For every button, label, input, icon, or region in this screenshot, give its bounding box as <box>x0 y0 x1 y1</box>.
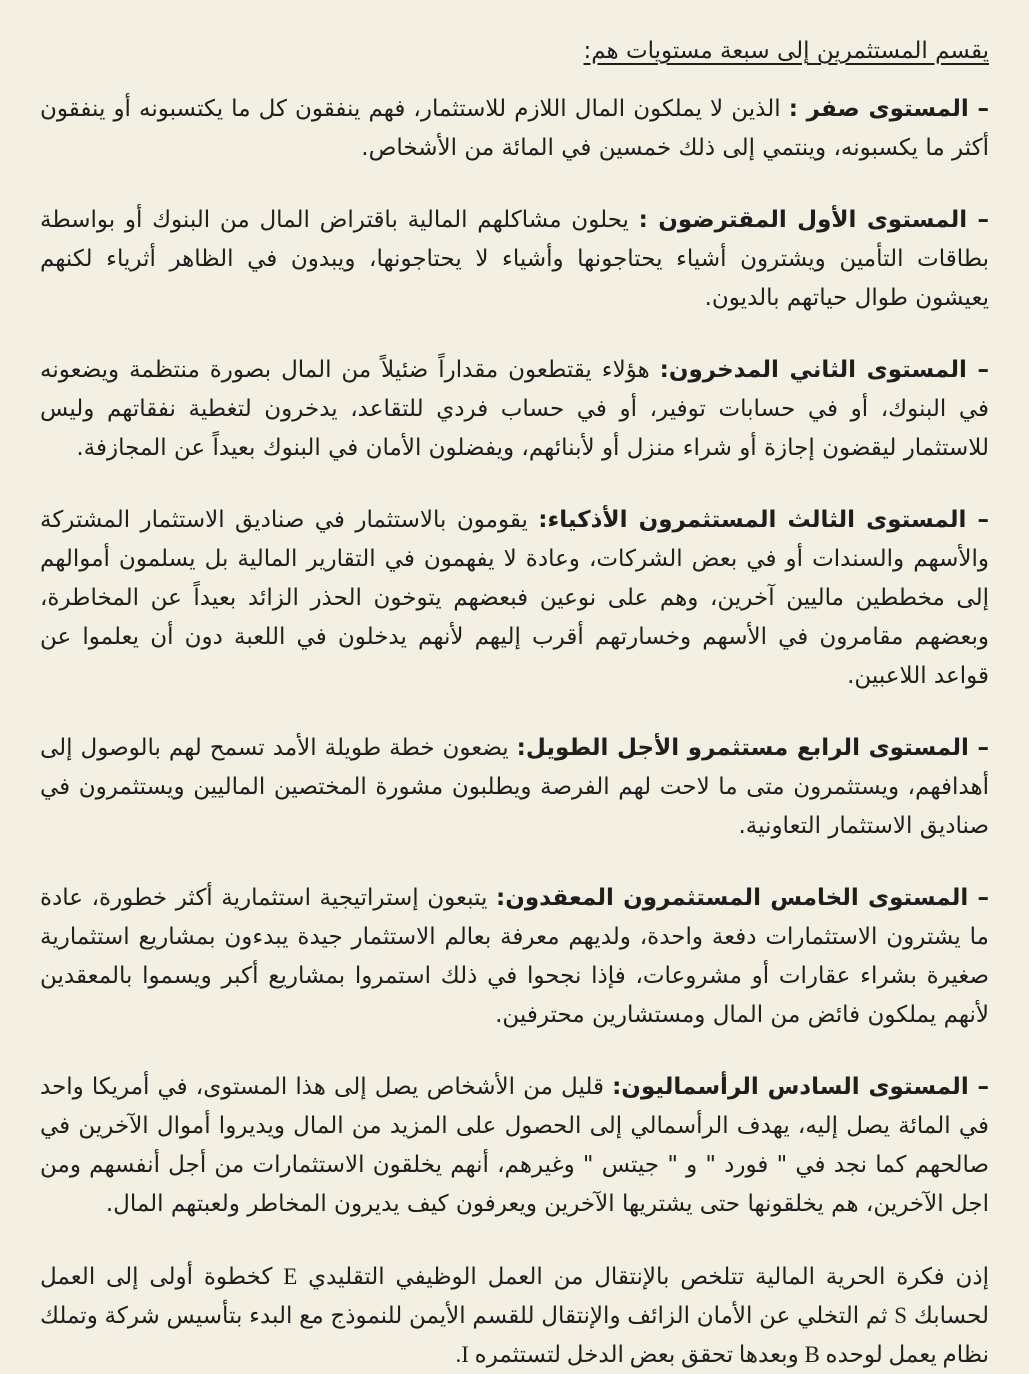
level-four-paragraph <box>40 729 989 846</box>
level-two-paragraph <box>40 351 989 468</box>
level-six-paragraph <box>40 1068 989 1224</box>
level-two-text: هؤلاء يقتطعون مقداراً ضئيلاً من المال بصورة منتظمة ويضعونه في البنوك، أو في حسابات توفير، أو في حساب فردي للتقاعد، يدخرون لتغطية نفقاتهم وليس للاستثمار ليقضون إجازة أو شراء منزل أو لأبنائهم، ويفضلون الأمان في البنوك بعيداً عن المجازفة. <box>40 357 989 461</box>
level-two-term: – المستوى الثاني المدخرون: <box>659 357 989 383</box>
level-one-paragraph <box>40 201 989 318</box>
document-heading: يقسم المستثمرين إلى سبعة مستويات هم: <box>583 38 989 64</box>
level-zero-term: – المستوى صفر : <box>788 96 989 122</box>
level-five-term: – المستوى الخامس المستثمرون المعقدون: <box>496 885 989 911</box>
level-zero-paragraph <box>40 90 989 168</box>
level-three-paragraph <box>40 501 989 696</box>
level-five-paragraph <box>40 879 989 1035</box>
level-four-term: – المستوى الرابع مستثمرو الأجل الطويل: <box>516 735 989 761</box>
closing-paragraph: إذن فكرة الحرية المالية تتلخص بالإنتقال من العمل الوظيفي التقليدي E كخطوة أولى إلى العمل لحسابك S ثم التخلي عن الأمان الزائف والإنتقال للقسم الأيمن للنموذج مع البدء بتأسيس شركة وتملك نظام يعمل لوحده B وبعدها تحقق بعض الدخل لتستثمره I. <box>40 1264 989 1367</box>
level-six-text: قليل من الأشخاص يصل إلى هذا المستوى، في أمريكا واحد في المائة يصل إليه، يهدف الرأسمالي إلى الحصول على المزيد من المال ويديروا أموال الآخرين في صالحهم كما نجد في " فورد " و " جيتس " وغيرهم، أنهم يخلقون الاستثمارات من أجل أنفسهم ومن اجل الآخرين، هم يخلقونها حتى يشتريها الآخرين ويعرفون كيف يديرون المخاطر ولعبتهم المال. <box>40 1074 989 1217</box>
level-four-text: يضعون خطة طويلة الأمد تسمح لهم بالوصول إلى أهدافهم، ويستثمرون متى ما لاحت لهم الفرصة ويطلبون مشورة المختصين الماليين ويستثمرون في صناديق الاستثمار التعاونية. <box>40 735 989 839</box>
level-zero-text: الذين لا يملكون المال اللازم للاستثمار، فهم ينفقون كل ما يكتسبونه أو ينفقون أكثر ما يكسبونه، وينتمي إلى ذلك خمسين في المائة من الأشخاص. <box>40 96 989 161</box>
level-one-text: يحلون مشاكلهم المالية باقتراض المال من البنوك أو بواسطة بطاقات التأمين ويشترون أشياء يحتاجونها وأشياء لا يحتاجونها، ويبدون في الظاهر أثرياء لكنهم يعيشون طوال حياتهم بالديون. <box>40 207 989 311</box>
level-one-term: – المستوى الأول المقترضون : <box>638 207 990 233</box>
level-five-text: يتبعون إستراتيجية استثمارية أكثر خطورة، عادة ما يشترون الاستثمارات دفعة واحدة، ولديهم معرفة بعالم الاستثمار جيدة يبدءون بمشاريع استثمارية صغيرة بشراء عقارات أو مشروعات، فإذا نجحوا في ذلك استمروا بمشاريع أكبر ويسموا بالمعقدين لأنهم يملكون فائض من المال ومستشارين محترفين. <box>40 885 989 1028</box>
level-six-term: – المستوى السادس الرأسماليون: <box>612 1074 989 1100</box>
level-three-text: يقومون بالاستثمار في صناديق الاستثمار المشتركة والأسهم والسندات أو في بعض الشركات، وعادة لا يفهمون في التقارير المالية بل يسلمون أموالهم إلى مخططين ماليين آخرين، وهم على نوعين فبعضهم يتوخون الحذر الزائد بعيداً عن المخاطرة، وبعضهم مقامرون في الأسهم وخسارتهم أقرب إليهم لأنهم يدخلون في اللعبة دون أن يعلموا عن قواعد اللاعبين. <box>40 507 989 689</box>
level-three-term: – المستوى الثالث المستثمرون الأذكياء: <box>538 507 989 533</box>
